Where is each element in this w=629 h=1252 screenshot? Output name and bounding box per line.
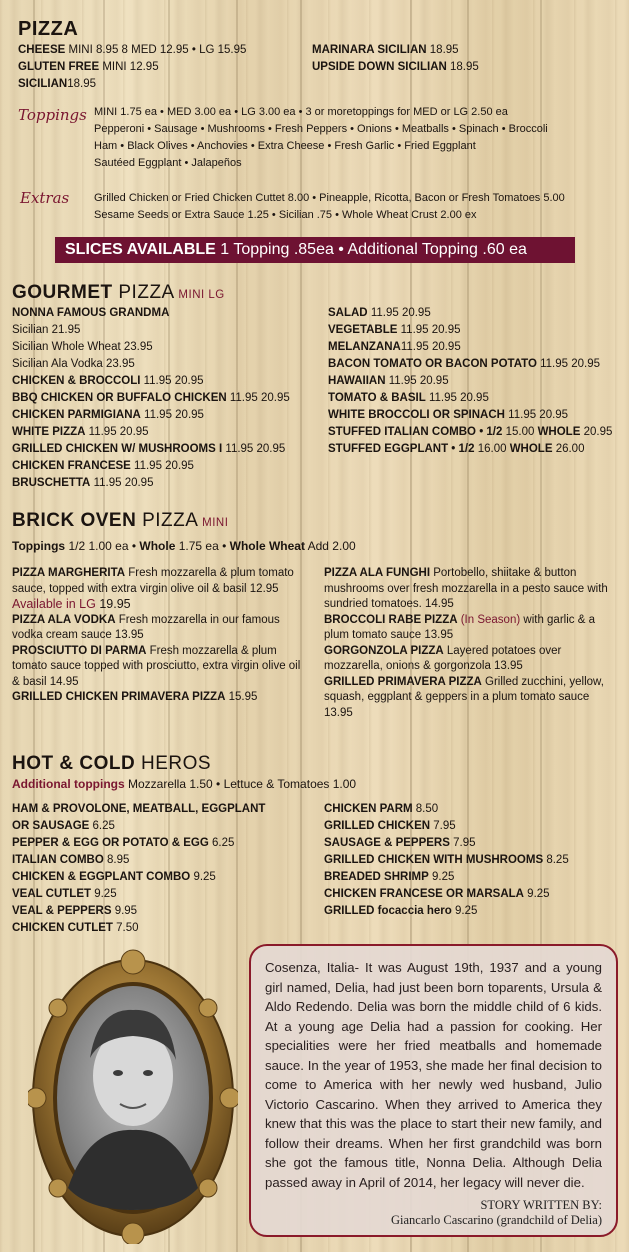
heros-left-list xyxy=(12,801,265,937)
heros-additional-toppings: Additional toppings Mozzarella 1.50 • Lettuce & Tomatoes 1.00 xyxy=(12,777,357,791)
menu-item: GRILLED CHICKEN PRIMAVERA PIZZA 15.95 xyxy=(12,691,258,703)
menu-item: NONNA FAMOUS GRANDMA xyxy=(12,307,170,319)
menu-item: VEGETABLE 11.95 20.95 xyxy=(328,324,461,336)
brick-toppings-line: Toppings 1/2 1.00 ea • Whole 1.75 ea • Whole Wheat Add 2.00 xyxy=(12,539,356,553)
menu-item: TOMATO & BASIL 11.95 20.95 xyxy=(328,392,489,404)
menu-item: GLUTEN FREE MINI 12.95 xyxy=(18,61,159,73)
menu-item: CHICKEN PARMIGIANA 11.95 20.95 xyxy=(12,409,204,421)
toppings-line: Pepperoni • Sausage • Mushrooms • Fresh Peppers • Onions • Meatballs • Spinach • Broccoli xyxy=(94,123,548,135)
menu-item: PIZZA ALA FUNGHI Portobello, shiitake & button mushrooms over fresh mozzarella in a pesto sauce with sundried tomatoes. 14.95 xyxy=(324,567,608,610)
brick-right-list xyxy=(324,566,614,721)
menu-item: Sicilian Whole Wheat 23.95 xyxy=(12,341,153,353)
menu-item: WHITE BROCCOLI OR SPINACH 11.95 20.95 xyxy=(328,409,569,421)
toppings-label: Toppings xyxy=(18,106,87,124)
heros-heading: HOT & COLD HEROS xyxy=(12,753,212,774)
menu-item: BBQ CHICKEN OR BUFFALO CHICKEN 11.95 20.95 xyxy=(12,392,290,404)
menu-item: GRILLED CHICKEN W/ MUSHROOMS I 11.95 20.95 xyxy=(12,443,286,455)
extras-list xyxy=(94,190,565,224)
menu-item: CHICKEN & EGGPLANT COMBO 9.25 xyxy=(12,871,216,883)
menu-item: BRUSCHETTA 11.95 20.95 xyxy=(12,477,154,489)
menu-item: Available in LG 19.95 xyxy=(12,597,131,611)
toppings-list xyxy=(94,104,548,172)
pizza-right-list xyxy=(312,42,479,76)
menu-item: OR SAUSAGE 6.25 xyxy=(12,820,115,832)
menu-item: VEAL & PEPPERS 9.95 xyxy=(12,905,138,917)
menu-item: CHICKEN FRANCESE OR MARSALA 9.25 xyxy=(324,888,550,900)
menu-item: Sicilian 21.95 xyxy=(12,324,81,336)
pizza-left-list xyxy=(18,42,246,93)
menu-item: CHICKEN & BROCCOLI 11.95 20.95 xyxy=(12,375,204,387)
extras-label: Extras xyxy=(20,189,70,207)
menu-item: CHICKEN PARM 8.50 xyxy=(324,803,439,815)
brick-oven-heading: BRICK OVEN PIZZA MINI xyxy=(12,510,229,531)
story-byline-author: Giancarlo Cascarino (grandchild of Delia) xyxy=(390,1213,602,1227)
toppings-line: MINI 1.75 ea • MED 3.00 ea • LG 3.00 ea • 3 or moretoppings for MED or LG 2.50 ea xyxy=(94,106,508,118)
gourmet-right-list xyxy=(328,305,612,458)
heros-right-list xyxy=(324,801,569,920)
menu-item: MELANZANA11.95 20.95 xyxy=(328,341,461,353)
menu-item: WHITE PIZZA 11.95 20.95 xyxy=(12,426,149,438)
menu-item: SALAD 11.95 20.95 xyxy=(328,307,431,319)
menu-item: CHICKEN FRANCESE 11.95 20.95 xyxy=(12,460,194,472)
menu-item: BROCCOLI RABE PIZZA (In Season) with garlic & a plum tomato sauce 13.95 xyxy=(324,613,595,641)
slices-banner: SLICES AVAILABLE 1 Topping .85ea • Additional Topping .60 ea xyxy=(55,237,575,263)
menu-item: Sicilian Ala Vodka 23.95 xyxy=(12,358,135,370)
menu-item: PIZZA MARGHERITA Fresh mozzarella & plum tomato sauce, topped with extra virgin olive oil & basil 12.95 xyxy=(12,567,294,595)
menu-item: PROSCIUTTO DI PARMA Fresh mozzarella & plum tomato sauce topped with prosciutto, extra virgin olive oil & basil 14.95 xyxy=(12,644,301,688)
pizza-heading: PIZZA xyxy=(18,18,79,40)
menu-item: STUFFED EGGPLANT • 1/2 16.00 WHOLE 26.00 xyxy=(328,443,585,455)
extras-line: Grilled Chicken or Fried Chicken Cuttet 8.00 • Pineapple, Ricotta, Bacon or Fresh Tomatoes 5.00 xyxy=(94,192,565,204)
menu-item: GRILLED PRIMAVERA PIZZA Grilled zucchini, yellow, squash, eggplant & geppers in a plum tomato sauce 13.95 xyxy=(324,675,604,719)
menu-item: BREADED SHRIMP 9.25 xyxy=(324,871,455,883)
gourmet-left-list xyxy=(12,305,290,492)
menu-item: STUFFED ITALIAN COMBO • 1/2 15.00 WHOLE 20.95 xyxy=(328,426,613,438)
menu-item: BACON TOMATO OR BACON POTATO 11.95 20.95 xyxy=(328,358,601,370)
menu-item: MARINARA SICILIAN 18.95 xyxy=(312,44,459,56)
menu-item: CHICKEN CUTLET 7.50 xyxy=(12,922,139,934)
menu-item: GORGONZOLA PIZZA Layered potatoes over mozzarella, onions & gorgonzola 13.95 xyxy=(324,644,562,672)
menu-item: SICILIAN18.95 xyxy=(18,78,96,90)
toppings-line: Ham • Black Olives • Anchovies • Extra Cheese • Fresh Garlic • Fried Eggplant xyxy=(94,140,476,152)
menu-item: PIZZA ALA VODKA Fresh mozzarella in our famous vodka cream sauce 13.95 xyxy=(12,613,280,641)
menu-item: VEAL CUTLET 9.25 xyxy=(12,888,117,900)
menu-item: SAUSAGE & PEPPERS 7.95 xyxy=(324,837,476,849)
menu-item: HAWAIIAN 11.95 20.95 xyxy=(328,375,449,387)
menu-item: UPSIDE DOWN SICILIAN 18.95 xyxy=(312,61,479,73)
menu-item: CHEESE MINI 8.95 8 MED 12.95 • LG 15.95 xyxy=(18,44,247,56)
gourmet-heading: GOURMET PIZZA MINI LG xyxy=(12,282,225,303)
menu-item: PEPPER & EGG OR POTATO & EGG 6.25 xyxy=(12,837,235,849)
story-byline-label: STORY WRITTEN BY: xyxy=(480,1198,602,1212)
portrait-frame xyxy=(28,948,238,1244)
brick-left-list xyxy=(12,566,302,706)
menu-item: GRILLED CHICKEN WITH MUSHROOMS 8.25 xyxy=(324,854,569,866)
toppings-line: Sautéed Eggplant • Jalapeños xyxy=(94,157,242,169)
menu-item: HAM & PROVOLONE, MEATBALL, EGGPLANT xyxy=(12,803,266,815)
story-box xyxy=(249,944,618,1237)
menu-item: GRILLED CHICKEN 7.95 xyxy=(324,820,456,832)
story-text: Cosenza, Italia- It was August 19th, 1937 and a young girl named, Delia, had just been born toparents, Ursula & Aldo Redendo. Delia was born the middle child of 6 kids. At a young age Delia had a passion for cooking. Her specialities were her fried meatballs and homemade sauce. In the year of 1953, she made her final decision to come to America with her newly wed husband, Julio Victorio Cascarino. When they arrived to America they knew that this was the place to start their new family, and follow their dreams. When her first grandchild was born she got the famous title, Nonna Delia. Although Delia passed away in April of 2014, her legacy will never die. xyxy=(265,960,602,1190)
menu-item: GRILLED focaccia hero 9.25 xyxy=(324,905,478,917)
extras-line: Sesame Seeds or Extra Sauce 1.25 • Sicilian .75 • Whole Wheat Crust 2.00 ex xyxy=(94,209,477,221)
menu-item: ITALIAN COMBO 8.95 xyxy=(12,854,130,866)
